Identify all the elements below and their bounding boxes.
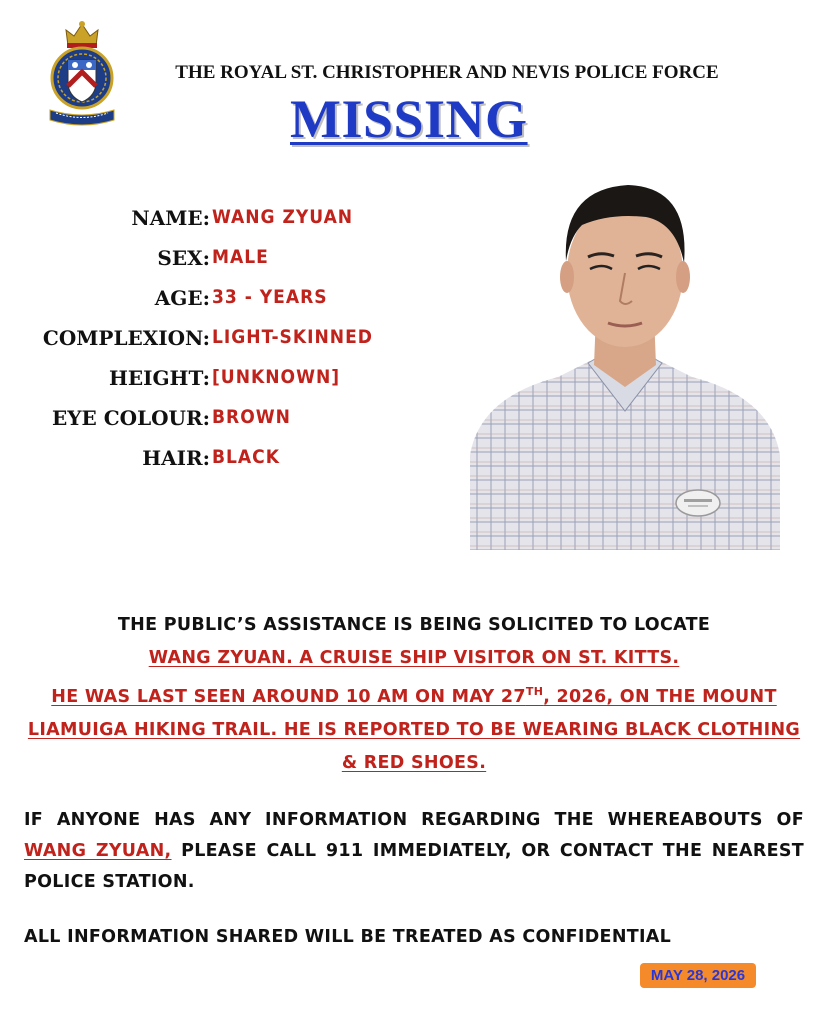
detail-label: AGE:	[154, 286, 210, 310]
detail-row-sex	[0, 246, 269, 276]
agency-title: THE ROYAL ST. CHRISTOPHER AND NEVIS POLICE FORCE	[175, 62, 719, 83]
detail-row-eye-colour	[0, 406, 291, 436]
detail-row-name	[0, 206, 354, 236]
contact-paragraph	[24, 805, 804, 898]
notice-line-2: WANG ZYUAN. A CRUISE SHIP VISITOR ON ST. KITTS.	[148, 648, 680, 668]
missing-banner: MISSING	[290, 89, 528, 149]
detail-row-hair	[0, 446, 280, 476]
detail-label: HAIR:	[142, 446, 210, 470]
contact-text-after: PLEASE CALL 911 IMMEDIATELY, OR CONTACT THE NEAREST POLICE STATION.	[24, 841, 804, 892]
missing-person-photo	[470, 165, 780, 550]
detail-row-complexion	[0, 326, 373, 356]
detail-value: [UNKNOWN]	[212, 366, 341, 388]
notice-line-3	[28, 687, 800, 773]
date-suffix: TH	[525, 685, 544, 698]
detail-value: 33 - YEARS	[212, 286, 328, 308]
detail-label: SEX:	[157, 246, 210, 270]
detail-row-height	[0, 366, 341, 396]
last-seen-text-cont: , 2026, ON THE MOUNT LIAMUIGA HIKING TRAIL. HE IS REPORTED TO BE WEARING BLACK CLOTHING & RED SHOES.	[27, 687, 801, 773]
date-badge: MAY 28, 2026	[640, 963, 756, 988]
detail-value: BROWN	[212, 406, 291, 428]
detail-value: WANG ZYUAN	[212, 206, 354, 228]
detail-label: HEIGHT:	[108, 366, 210, 390]
detail-label: EYE COLOUR:	[52, 406, 210, 430]
confidential-note: ALL INFORMATION SHARED WILL BE TREATED AS CONFIDENTIAL	[24, 927, 672, 947]
contact-name: WANG ZYUAN,	[24, 841, 172, 861]
detail-value: LIGHT-SKINNED	[212, 326, 373, 348]
detail-value: BLACK	[212, 446, 280, 468]
last-seen-text: HE WAS LAST SEEN AROUND 10 AM ON MAY 27	[51, 687, 526, 707]
contact-text-before: IF ANYONE HAS ANY INFORMATION REGARDING THE WHEREABOUTS OF	[24, 810, 804, 830]
detail-label: NAME:	[131, 206, 210, 230]
detail-value: MALE	[212, 246, 269, 268]
notice-paragraph	[24, 609, 804, 780]
notice-line-1: THE PUBLIC’S ASSISTANCE IS BEING SOLICITED TO LOCATE	[117, 615, 711, 635]
detail-row-age	[0, 286, 328, 316]
detail-label: COMPLEXION:	[42, 326, 210, 350]
